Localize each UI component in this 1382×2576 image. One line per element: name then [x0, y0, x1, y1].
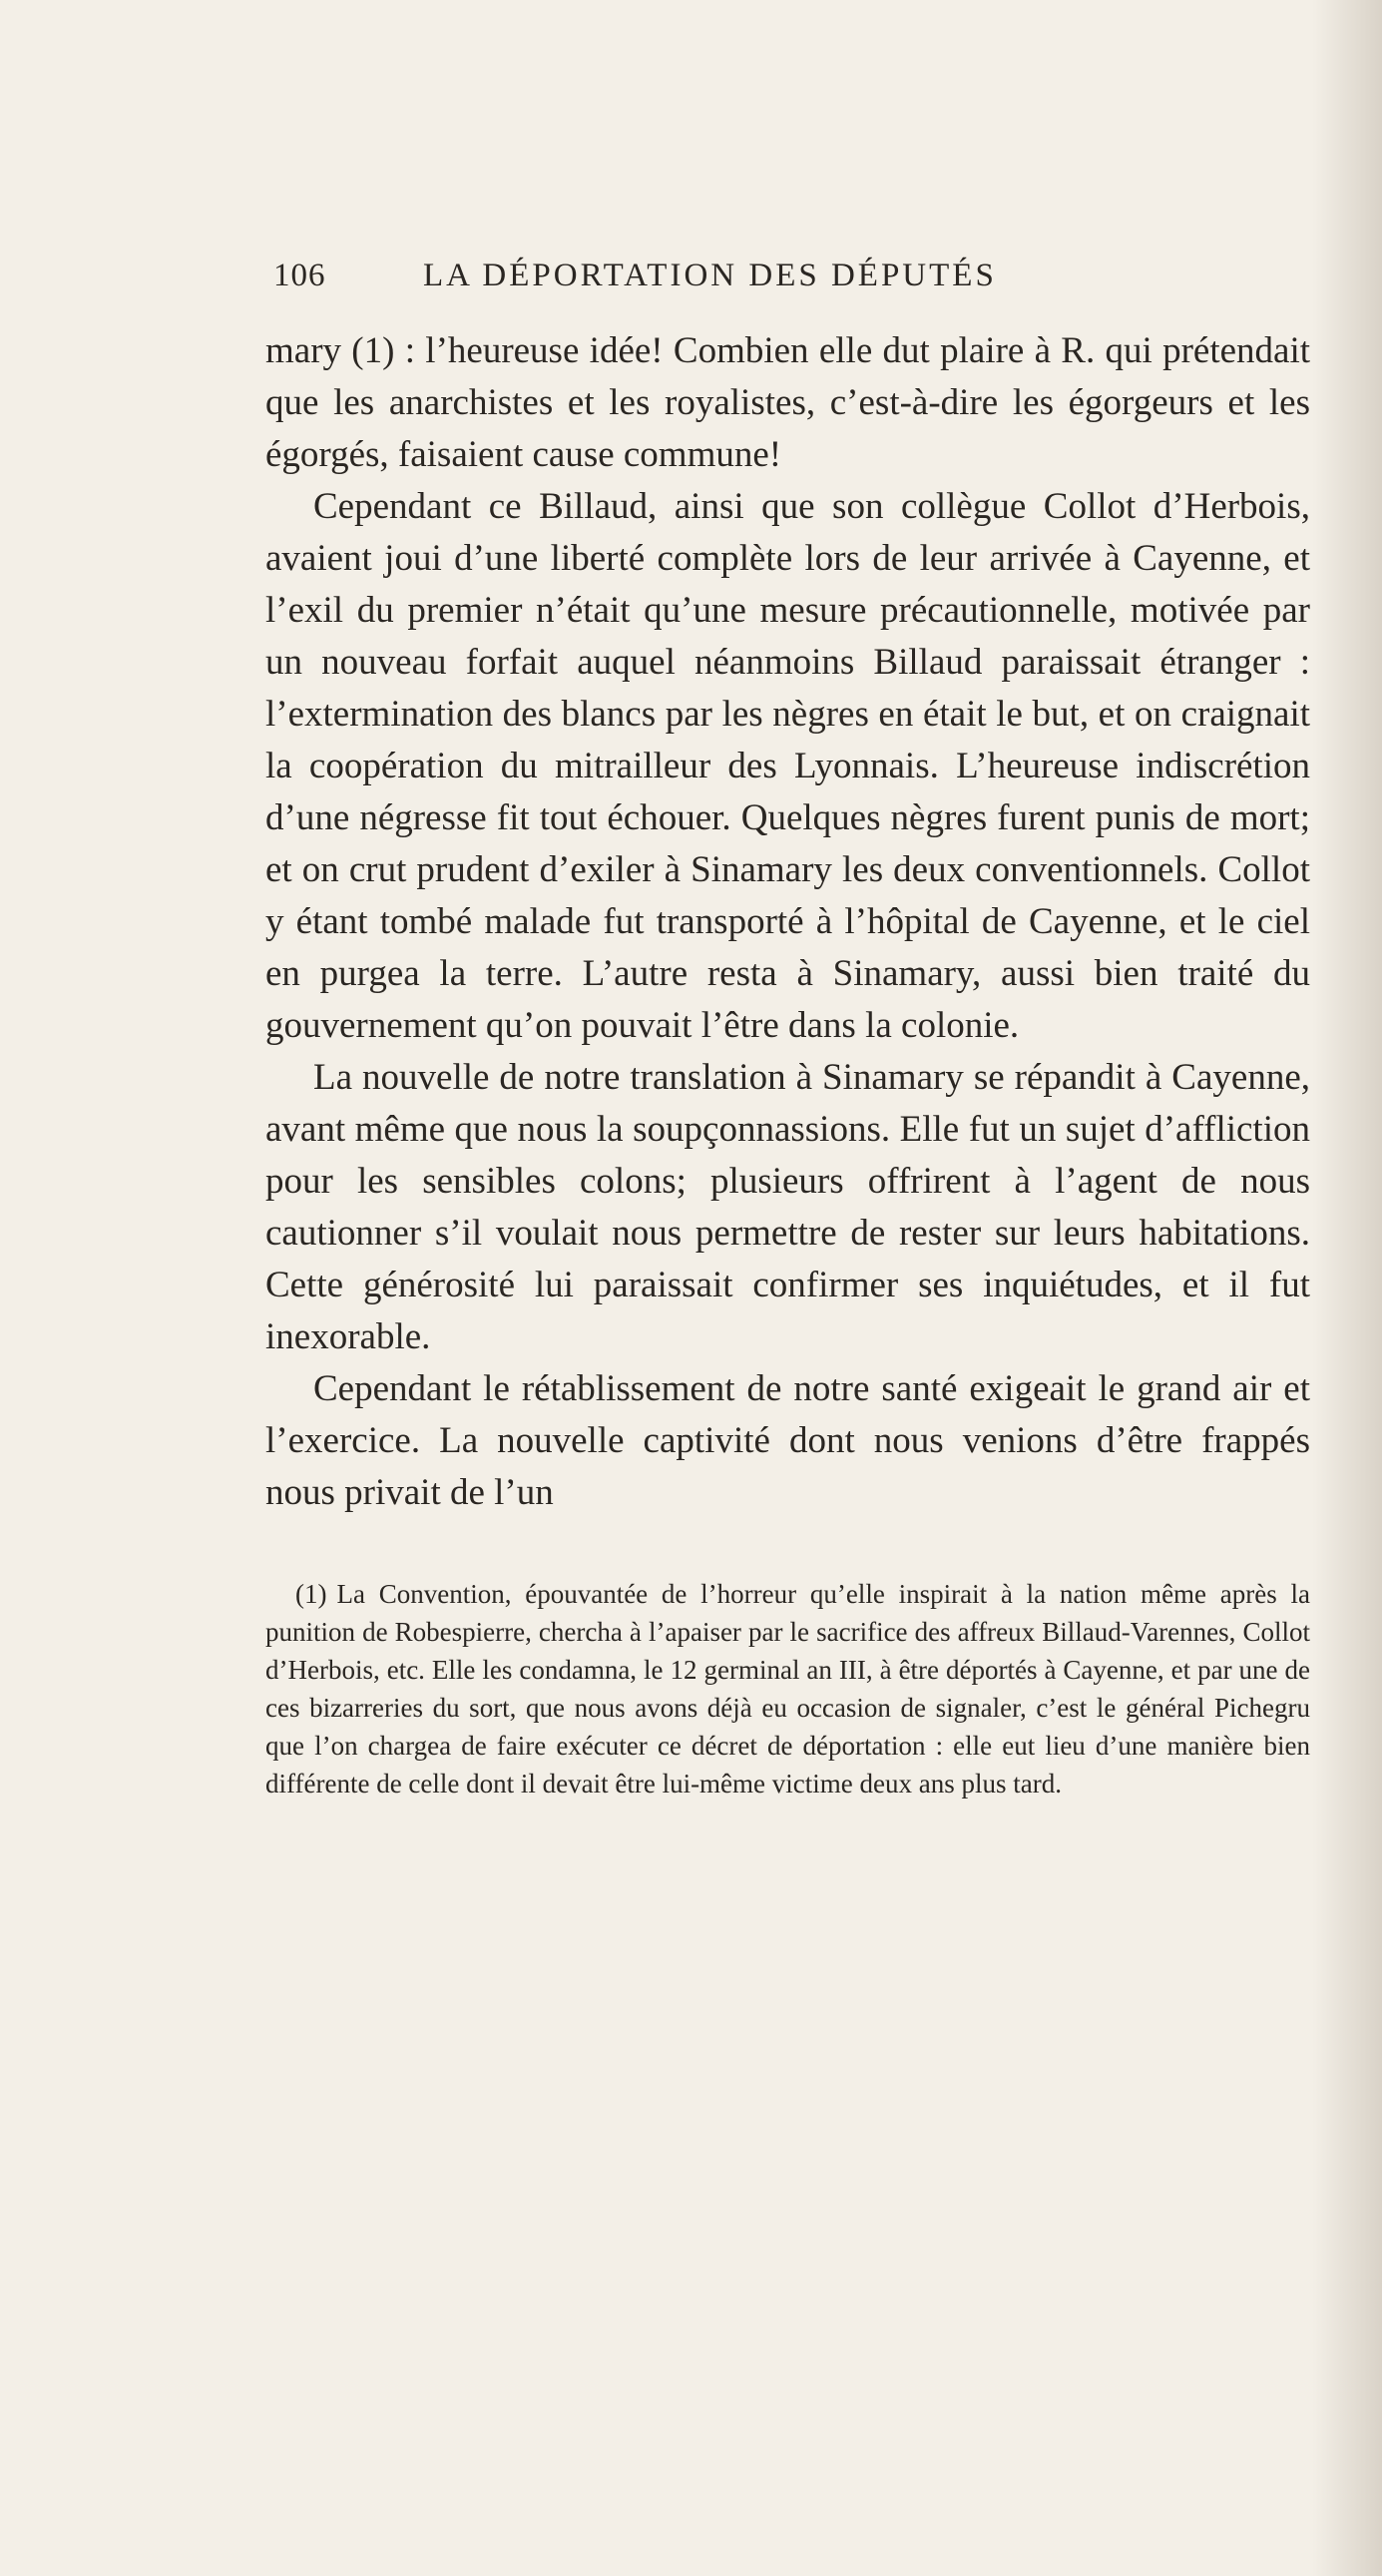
running-head — [265, 258, 1310, 307]
paragraph: La nouvelle de notre translation à Sinamary se répandit à Cayenne, avant même que nous la soupçonnassions. Elle fut un sujet d’affliction pour les sensibles colons; plusieurs offrirent à l’agent de nous cautionner s’il voulait nous permettre de rester sur leurs habitations. Cette générosité lui paraissait confirmer ses inquiétudes, et il fut inexorable. — [265, 1057, 1310, 1357]
paragraph: Cependant ce Billaud, ainsi que son collègue Collot d’Herbois, avaient joui d’une liberté complète lors de leur arrivée à Cayenne, et l’exil du premier n’était qu’une mesure précautionnelle, motivée par un nouveau forfait auquel néanmoins Billaud paraissait étranger : l’extermination des blancs par les nègres en était le but, et on craignait la coopération du mitrailleur des Lyonnais. L’heureuse indiscrétion d’une négresse fit tout échouer. Quelques nègres furent punis de mort; et on crut prudent d’exiler à Sinamary les deux conventionnels. Collot y étant tombé malade fut transporté à l’hôpital de Cayenne, et le ciel en purgea la terre. L’autre resta à Sinamary, aussi bien traité du gouvernement qu’on pouvait l’être dans la colonie. — [265, 486, 1310, 1046]
body-text — [265, 325, 1310, 1519]
page-number: 106 — [273, 258, 326, 293]
footnote — [265, 1575, 1310, 1803]
book-page — [265, 258, 1310, 1803]
footnote-label: (1) — [295, 1579, 327, 1609]
paragraph: Cependant le rétablissement de notre santé exigeait le grand air et l’exercice. La nouvelle captivité dont nous venions d’être frappés nous privait de l’un — [265, 1368, 1310, 1513]
footnotes — [265, 1575, 1310, 1803]
footnote-text: La Convention, épouvantée de l’horreur qu’elle inspirait à la nation même après la punition de Robespierre, chercha à l’apaiser par le sacrifice des affreux Billaud-Varennes, Collot d’Herbois, etc. Elle les condamna, le 12 germinal an III, à être déportés à Cayenne, et par une de ces bizarreries du sort, que nous avons déjà eu occasion de signaler, c’est le général Pichegru que l’on chargea de faire exécuter ce décret de déportation : elle eut lieu d’une manière bien différente de celle dont il devait être lui-même victime deux ans plus tard. — [265, 1579, 1310, 1799]
paragraph-continuation: mary (1) : l’heureuse idée! Combien elle dut plaire à R. qui prétendait que les anarchistes et les royalistes, c’est-à-dire les égorgeurs et les égorgés, faisaient cause commune! — [265, 330, 1310, 475]
page-edge-shadow — [1312, 0, 1382, 2576]
running-title: LA DÉPORTATION DES DÉPUTÉS — [423, 258, 997, 293]
